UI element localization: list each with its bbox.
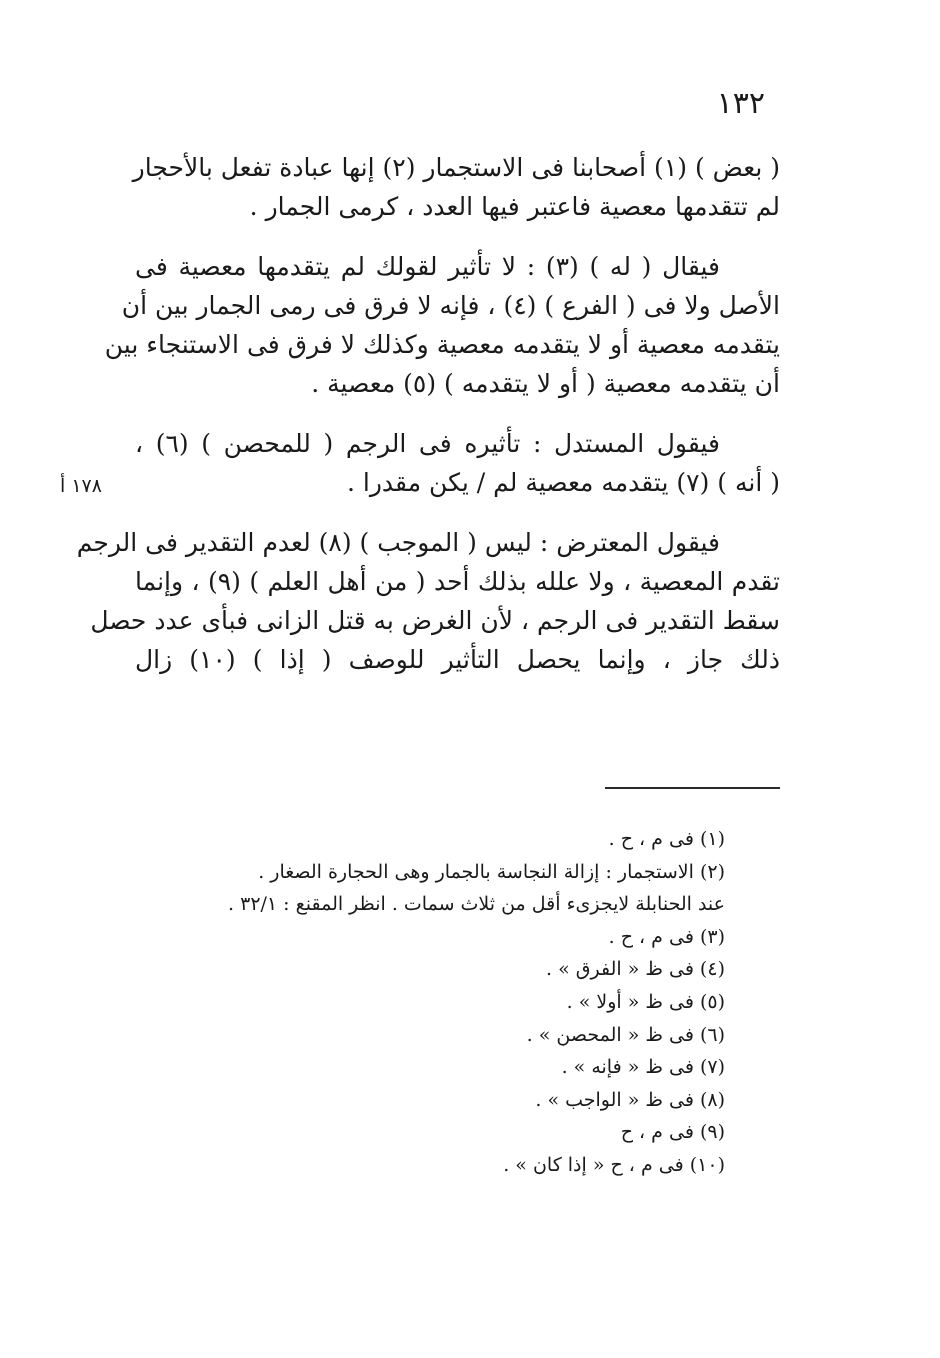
footnote: (١٠) فى م ، ح « إذا كان » . xyxy=(503,1153,725,1176)
paragraph-1 xyxy=(132,148,780,226)
text-line: فيقول المستدل : تأثيره فى الرجم ( للمحصن ) (٦) ، xyxy=(135,429,720,458)
main-text xyxy=(60,148,780,700)
paragraph-2 xyxy=(104,247,780,403)
footnote-divider xyxy=(605,787,780,789)
paragraph-3 xyxy=(60,424,780,502)
footnote: (٦) فى ظ « المحصن » . xyxy=(526,1023,725,1046)
text-line: فيقول المعترض : ليس ( الموجب ) (٨) لعدم التقدير فى الرجم xyxy=(76,528,720,557)
text-line: ( بعض ) (١) أصحابنا فى الاستجمار (٢) إنها عبادة تفعل بالأحجار xyxy=(132,153,780,182)
footnote: (٨) فى ظ « الواجب » . xyxy=(535,1088,725,1111)
footnote: (٢) الاستجمار : إزالة النجاسة بالجمار وهى الحجارة الصغار . xyxy=(258,860,725,883)
text-line: ذلك جاز ، وإنما يحصل التأثير للوصف ( إذا ) (١٠) زال xyxy=(135,645,780,674)
footnote: (٩) فى م ، ح xyxy=(620,1121,725,1144)
footnote: (٤) فى ظ « الفرق » . xyxy=(546,958,725,981)
text-line: تقدم المعصية ، ولا علله بذلك أحد ( من أهل العلم ) (٩) ، وإنما xyxy=(135,567,780,596)
footnote: (٥) فى ظ « أولا » . xyxy=(566,990,725,1013)
manuscript-folio-note: ١٧٨ أ xyxy=(60,475,102,497)
text-line: فيقال ( له ) (٣) : لا تأثير لقولك لم يتقدمها معصية فى xyxy=(135,252,721,281)
footnote-continuation: عند الحنابلة لايجزىء أقل من ثلاث سمات . انظر المقنع : ٣٢/١ . xyxy=(228,893,725,916)
text-line: أن يتقدمه معصية ( أو لا يتقدمه ) (٥) معصية . xyxy=(311,369,780,398)
text-line: لم تتقدمها معصية فاعتبر فيها العدد ، كرمى الجمار . xyxy=(249,192,780,221)
text-line: الأصل ولا فى ( الفرع ) (٤) ، فإنه لا فرق فى رمى الجمار بين أن xyxy=(121,291,780,320)
footnote: (١) فى م ، ح . xyxy=(608,828,725,850)
text-line: ( أنه ) (٧) يتقدمه معصية لم / يكن مقدرا . xyxy=(347,468,780,497)
text-line: سقط التقدير فى الرجم ، لأن الغرض به قتل الزانى فبأى عدد حصل xyxy=(90,606,780,635)
footnote: (٧) فى ظ « فإنه » . xyxy=(561,1056,725,1079)
footnote: (٣) فى م ، ح . xyxy=(608,925,725,948)
footnotes xyxy=(165,823,725,1182)
page-number: ١٣٢ xyxy=(716,86,765,121)
paragraph-4 xyxy=(76,523,780,679)
text-line: يتقدمه معصية أو لا يتقدمه معصية وكذلك لا فرق فى الاستنجاء بين xyxy=(104,330,780,359)
